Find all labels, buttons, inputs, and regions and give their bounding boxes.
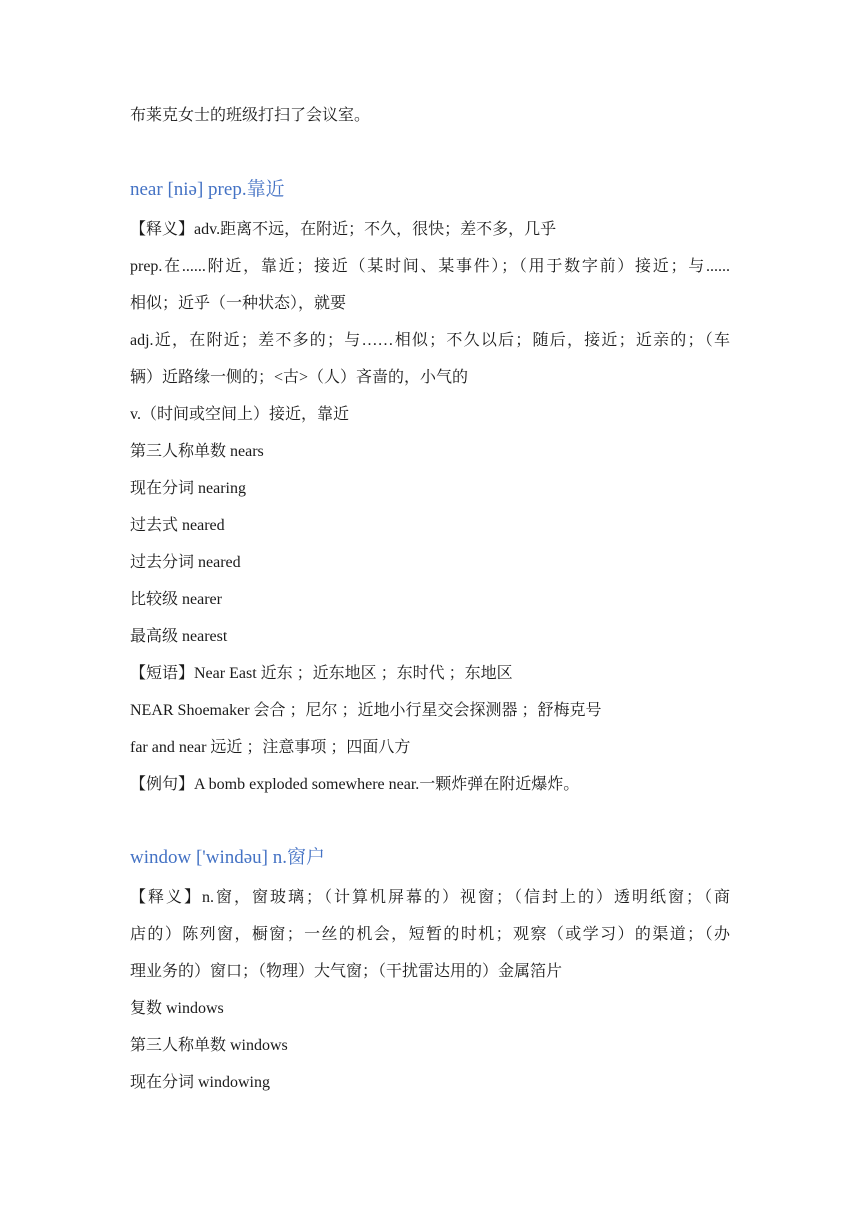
word-form-line: 过去分词 neared: [130, 554, 241, 571]
definition-line: 【释义】adv.距离不远，在附近；不久，很快；差不多，几乎: [130, 221, 557, 238]
word-form-line: 现在分词 nearing: [130, 480, 246, 497]
word-form-line: 第三人称单数 windows: [130, 1037, 288, 1054]
definition-line: prep.在......附近，靠近；接近（某时间、某事件）；（用于数字前）接近；与......: [130, 258, 730, 275]
word-form-line: 过去式 neared: [130, 517, 225, 534]
word-form-line: 第三人称单数 nears: [130, 443, 264, 460]
entry-heading-near: near [niə] prep.靠近: [130, 179, 285, 200]
definition-line: 辆）近路缘一侧的；<古>（人）吝啬的，小气的: [130, 369, 469, 386]
top-sentence: 布莱克女士的班级打扫了会议室。: [130, 107, 371, 124]
definition-line: 相似；近乎（一种状态），就要: [130, 295, 347, 312]
definition-line: v.（时间或空间上）接近，靠近: [130, 406, 349, 423]
word-form-line: 比较级 nearer: [130, 591, 222, 608]
phrase-line: far and near 远近 ；注意事项 ；四面八方: [130, 739, 411, 756]
word-form-line: 复数 windows: [130, 1000, 224, 1017]
definition-line: 理业务的）窗口；（物理）大气窗；（干扰雷达用的）金属箔片: [130, 963, 563, 980]
definition-line: adj.近，在附近；差不多的；与……相似；不久以后；随后，接近；近亲的；（车: [130, 332, 730, 349]
entry-heading-window: window ['windəu] n.窗户: [130, 847, 325, 868]
example-line: 【例句】A bomb exploded somewhere near.一颗炸弹在附近爆炸。: [130, 776, 580, 793]
phrase-line: 【短语】Near East 近东 ；近东地区 ；东时代 ；东地区: [130, 665, 513, 682]
word-form-line: 最高级 nearest: [130, 628, 228, 645]
definition-line: 【释义】n.窗，窗玻璃；（计算机屏幕的）视窗；（信封上的）透明纸窗；（商: [130, 889, 730, 906]
word-form-line: 现在分词 windowing: [130, 1074, 271, 1091]
phrase-line: NEAR Shoemaker 会合 ；尼尔 ；近地小行星交会探测器 ；舒梅克号: [130, 702, 602, 719]
definition-line: 店的）陈列窗，橱窗；一丝的机会，短暂的时机；观察（或学习）的渠道；（办: [130, 926, 730, 943]
